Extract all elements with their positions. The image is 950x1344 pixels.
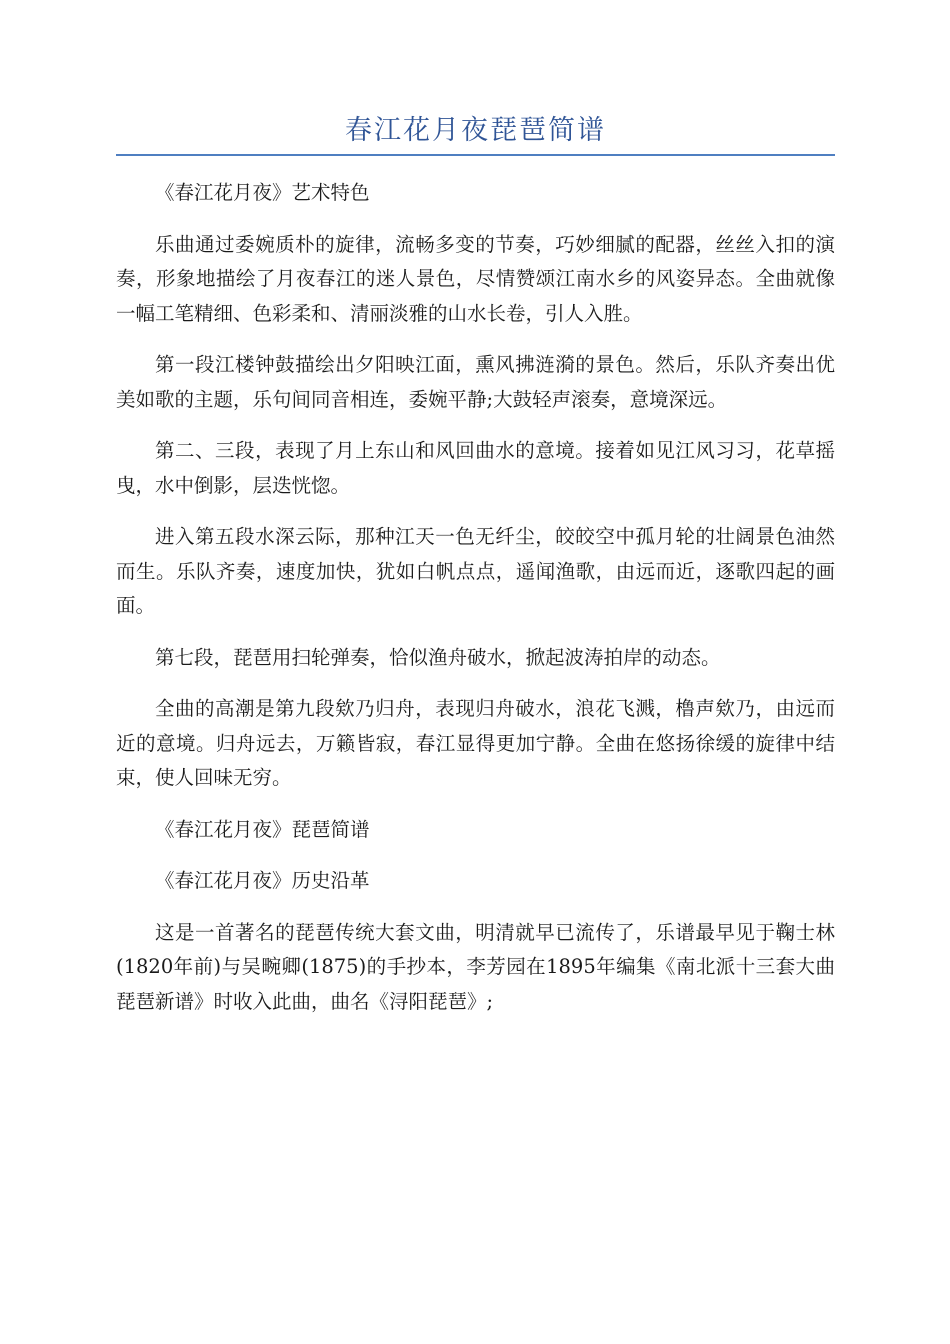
title-underline <box>116 154 835 156</box>
document-page <box>116 110 835 1036</box>
paragraph-climax: 全曲的高潮是第九段欸乃归舟，表现归舟破水，浪花飞溅，橹声欸乃，由远而近的意境。归舟远去，万籁皆寂，春江显得更加宁静。全曲在悠扬徐缓的旋律中结束，使人回味无穷。 <box>116 697 835 789</box>
paragraph-overview: 乐曲通过委婉质朴的旋律，流畅多变的节奏，巧妙细腻的配器，丝丝入扣的演奏，形象地描绘了月夜春江的迷人景色，尽情赞颂江南水乡的风姿异态。全曲就像一幅工笔精细、色彩柔和、清丽淡雅的山水长卷，引人入胜。 <box>116 232 835 325</box>
paragraph-section-five: 进入第五段水深云际，那种江天一色无纤尘，皎皎空中孤月轮的壮阔景色油然而生。乐队齐奏，速度加快，犹如白帆点点，遥闻渔歌，由远而近，逐歌四起的画面。 <box>116 525 835 617</box>
paragraph-section-seven: 第七段，琵琶用扫轮弹奏，恰似渔舟破水，掀起波涛拍岸的动态。 <box>155 645 721 669</box>
page-title: 春江花月夜琵琶简谱 <box>345 115 606 146</box>
paragraph-sections-two-three: 第二、三段，表现了月上东山和风回曲水的意境。接着如见江风习习，花草摇曳，水中倒影，层迭恍惚。 <box>116 439 835 497</box>
section-heading-art-features: 《春江花月夜》艺术特色 <box>155 181 370 204</box>
section-heading-history: 《春江花月夜》历史沿革 <box>155 869 370 892</box>
paragraph-section-one: 第一段江楼钟鼓描绘出夕阳映江面，熏风拂涟漪的景色。然后，乐队齐奏出优美如歌的主题，乐句间同音相连，委婉平静;大鼓轻声滚奏，意境深远。 <box>116 353 835 411</box>
paragraph-history: 这是一首著名的琵琶传统大套文曲，明清就早已流传了，乐谱最早见于鞠士林(1820年前)与吴畹卿(1875)的手抄本，李芳园在1895年编集《南北派十三套大曲琵琶新谱》时收入此曲，曲名《浔阳琵琶》; <box>116 920 835 1013</box>
section-heading-pipa-score: 《春江花月夜》琵琶简谱 <box>155 817 370 841</box>
